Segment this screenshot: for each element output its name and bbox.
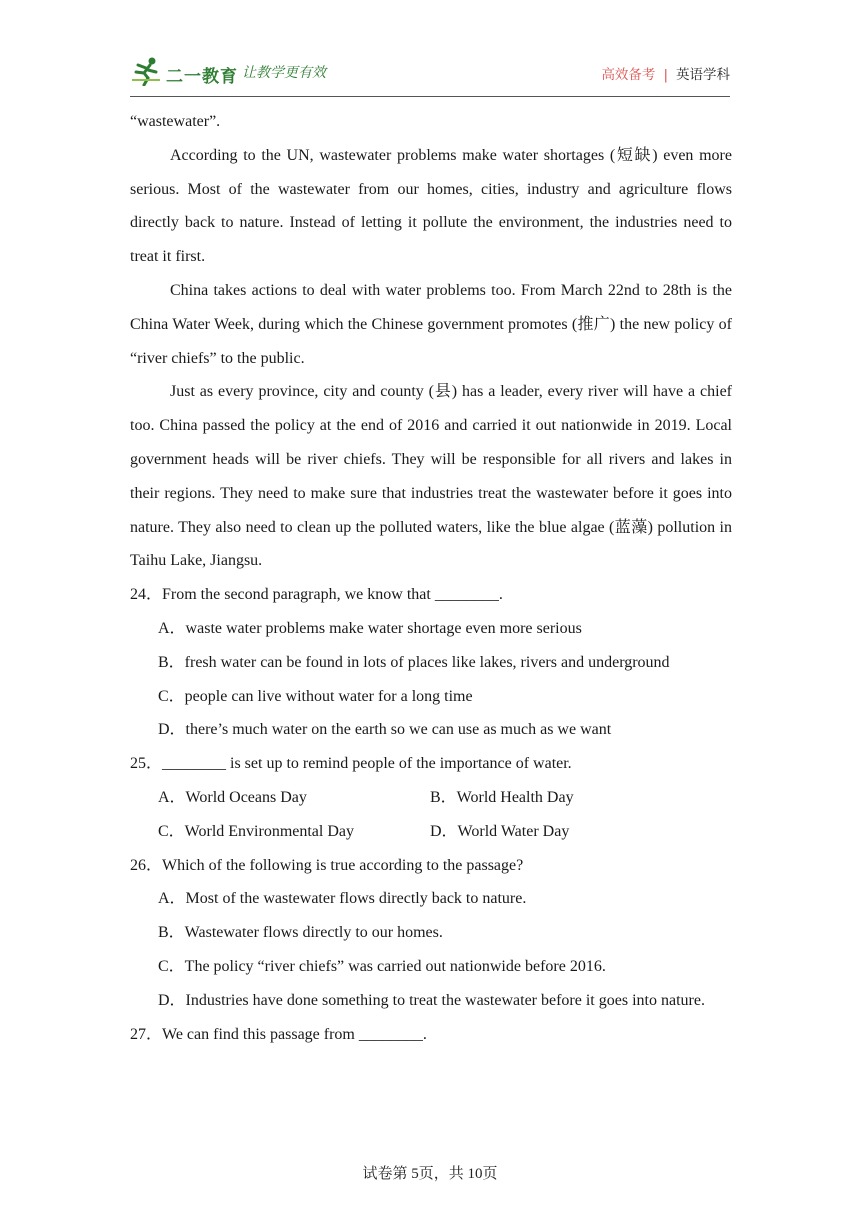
- question-24-option-b: B．fresh water can be found in lots of places like lakes, rivers and underground: [158, 653, 670, 671]
- question-25-option-b: B．World Health Day: [430, 788, 574, 806]
- passage-paragraph-1: According to the UN, wastewater problems make water shortages (短缺) even more serious. Most of the wastewater from our homes, cities, industry and agriculture flows directly back to nature. Instead of letting it pollute the environment, the industries need to treat it first.: [130, 146, 732, 266]
- question-25-options-row-2: [130, 815, 732, 849]
- question-26-option-b: B．Wastewater flows directly to our homes.: [158, 924, 443, 942]
- header-subject: 英语学科: [676, 67, 730, 83]
- question-26-option-d: D．Industries have done something to treat the wastewater before it goes into nature.: [158, 991, 705, 1009]
- question-25-options-row-1: [130, 781, 732, 815]
- page-footer: 试卷第 5页，共 10页: [362, 1166, 498, 1182]
- document-body: [130, 105, 732, 1051]
- question-24-stem: 24．From the second paragraph, we know that ________.: [130, 586, 503, 604]
- logo-text: 二一教育: [166, 67, 238, 86]
- question-24-option-a: A．waste water problems make water shortage even more serious: [158, 619, 582, 637]
- question-26-option-c: C．The policy “river chiefs” was carried out nationwide before 2016.: [158, 957, 606, 975]
- question-26-option-a: A．Most of the wastewater flows directly back to nature.: [158, 890, 527, 908]
- logo-slogan: 让教学更有效: [242, 65, 326, 81]
- passage-paragraph-3: Just as every province, city and county (县) has a leader, every river will have a chief too. China passed the policy at the end of 2016 and carried it out nationwide in 2019. Local government heads will be river chiefs. They will be responsible for all rivers and lakes in their regions. They need to make sure that industries treat the wastewater before it goes into nature. They also need to clean up the polluted waters, like the blue algae (蓝藻) pollution in Taihu Lake, Jiangsu.: [130, 383, 732, 570]
- page-header: [130, 52, 730, 98]
- question-27-stem: 27．We can find this passage from ________.: [130, 1025, 427, 1043]
- question-25-stem: 25．________ is set up to remind people of the importance of water.: [130, 755, 572, 773]
- header-divider: [130, 96, 730, 97]
- header-right: [601, 63, 730, 83]
- question-25-option-d: D．World Water Day: [430, 822, 570, 840]
- question-26-stem: 26．Which of the following is true according to the passage?: [130, 856, 524, 874]
- question-25-option-c: C．World Environmental Day: [158, 822, 355, 840]
- runner-logo-icon: [130, 56, 164, 86]
- header-separator: |: [663, 67, 668, 83]
- passage-paragraph-2: China takes actions to deal with water problems too. From March 22nd to 28th is the China Water Week, during which the Chinese government promotes (推广) the new policy of “river chiefs” to the public.: [130, 281, 732, 367]
- passage-line-0: “wastewater”.: [130, 113, 221, 130]
- header-tagline: 高效备考: [601, 67, 656, 83]
- question-24-option-d: D．there’s much water on the earth so we can use as much as we want: [158, 721, 612, 739]
- question-24-option-c: C．people can live without water for a long time: [158, 687, 473, 705]
- question-25-option-a: A．World Oceans Day: [158, 788, 307, 806]
